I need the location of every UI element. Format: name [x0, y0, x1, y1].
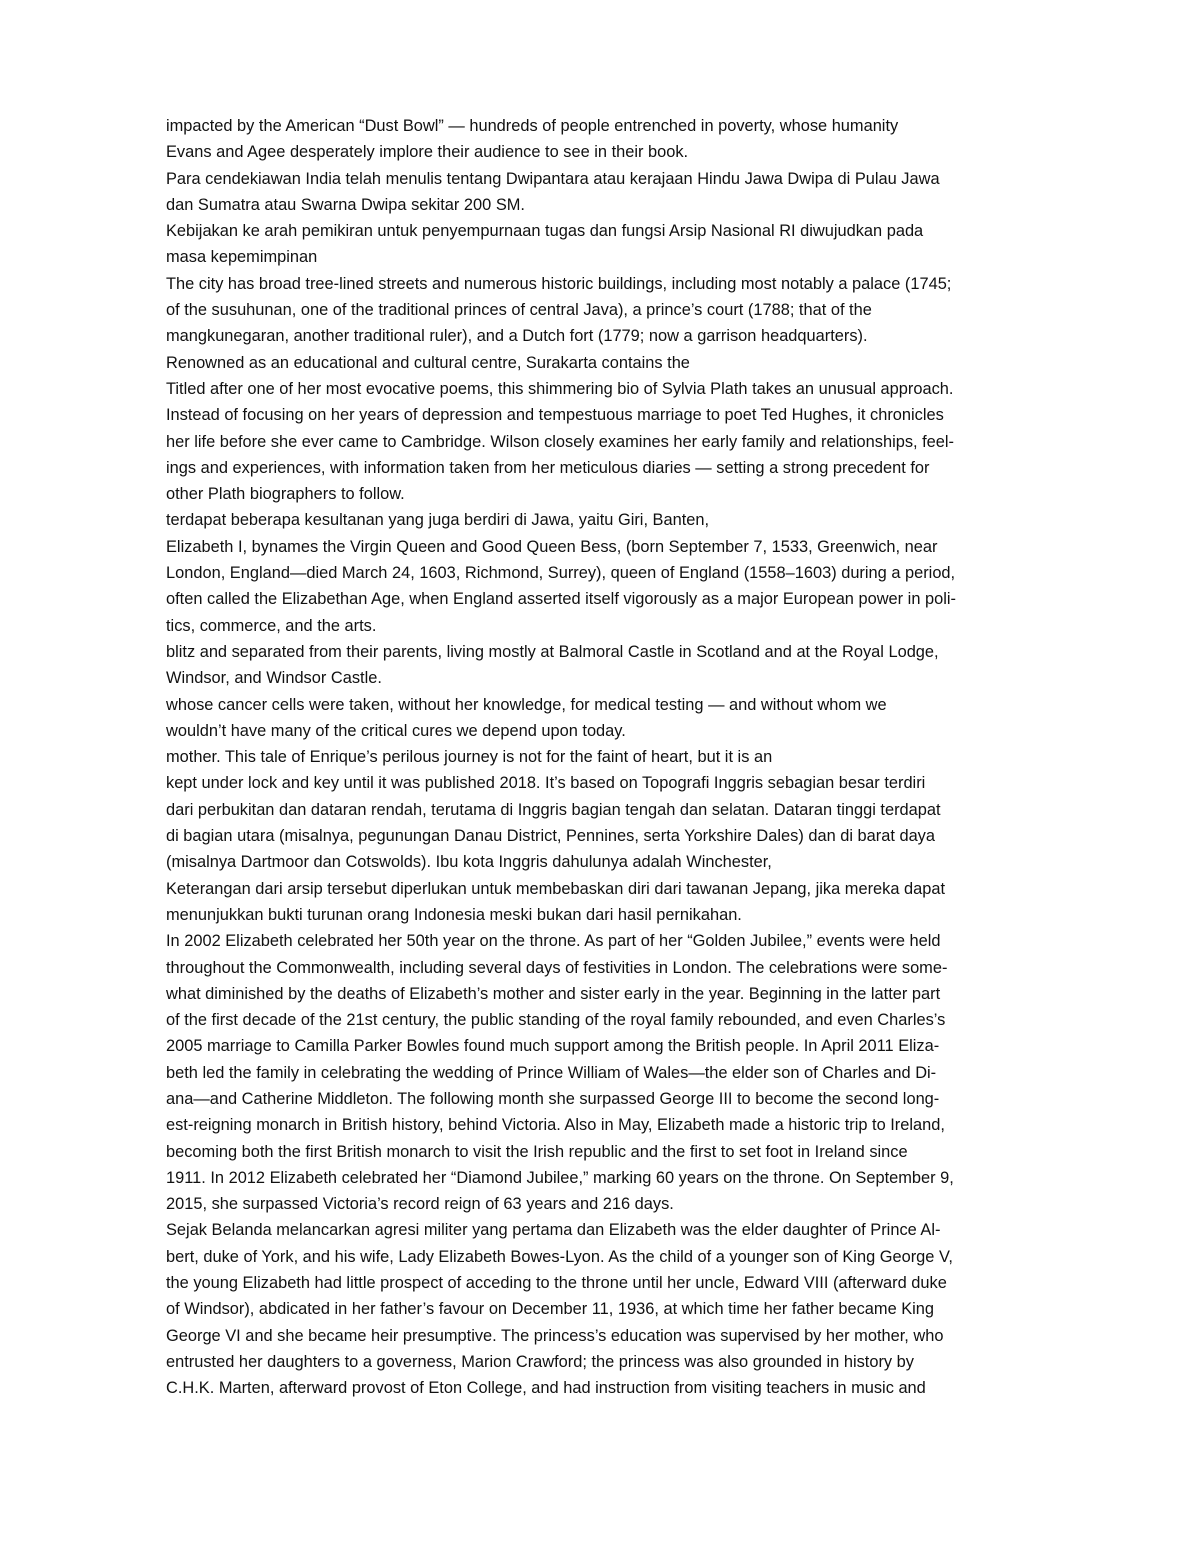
text-line: entrusted her daughters to a governess, Marion Crawford; the princess was also grounded in history by: [166, 1352, 914, 1371]
text-line: Evans and Agee desperately implore their audience to see in their book.: [166, 143, 689, 162]
text-line: mangkunegaran, another traditional ruler), and a Dutch fort (1779; now a garrison headquarters).: [166, 327, 868, 346]
text-line: her life before she ever came to Cambridge. Wilson closely examines her early family and relationships, feel-: [166, 432, 955, 451]
text-line: est-reigning monarch in British history, behind Victoria. Also in May, Elizabeth made a historic trip to Ireland,: [166, 1116, 945, 1135]
text-line: Sejak Belanda melancarkan agresi militer yang pertama dan Elizabeth was the elder daughter of Prince Al-: [166, 1221, 941, 1240]
text-line: di bagian utara (misalnya, pegunungan Danau District, Pennines, serta Yorkshire Dales) dan di barat daya: [166, 827, 935, 846]
text-line: kept under lock and key until it was published 2018. It’s based on Topografi Inggris sebagian besar terdiri: [166, 774, 926, 793]
text-line: Para cendekiawan India telah menulis tentang Dwipantara atau kerajaan Hindu Jawa Dwipa di Pulau Jawa: [166, 169, 940, 188]
text-line: ings and experiences, with information taken from her meticulous diaries — setting a strong precedent for: [166, 458, 930, 477]
text-line: dan Sumatra atau Swarna Dwipa sekitar 200 SM.: [166, 195, 525, 214]
text-line: Kebijakan ke arah pemikiran untuk penyempurnaan tugas dan fungsi Arsip Nasional RI diwujudkan pada: [166, 222, 924, 241]
text-line: masa kepemimpinan: [166, 248, 318, 267]
text-line: bert, duke of York, and his wife, Lady Elizabeth Bowes-Lyon. As the child of a younger son of King George V,: [166, 1247, 953, 1266]
text-line: tics, commerce, and the arts.: [166, 616, 377, 635]
text-line: wouldn’t have many of the critical cures we depend upon today.: [166, 721, 626, 740]
text-line: George VI and she became heir presumptive. The princess’s education was supervised by her mother, who: [166, 1326, 944, 1345]
text-line: mother. This tale of Enrique’s perilous journey is not for the faint of heart, but it is an: [166, 748, 773, 767]
text-line: London, England—died March 24, 1603, Richmond, Surrey), queen of England (1558–1603) during a period,: [166, 564, 956, 583]
text-line: 2005 marriage to Camilla Parker Bowles found much support among the British people. In April 2011 Eliza-: [166, 1037, 940, 1056]
text-line: Elizabeth I, bynames the Virgin Queen and Good Queen Bess, (born September 7, 1533, Greenwich, near: [166, 537, 938, 556]
text-line: whose cancer cells were taken, without her knowledge, for medical testing — and without whom we: [166, 695, 887, 714]
text-line: C.H.K. Marten, afterward provost of Eton College, and had instruction from visiting teachers in music and: [166, 1379, 926, 1398]
text-line: terdapat beberapa kesultanan yang juga berdiri di Jawa, yaitu Giri, Banten,: [166, 511, 710, 530]
text-line: becoming both the first British monarch to visit the Irish republic and the first to set foot in Ireland since: [166, 1142, 908, 1161]
text-line: Instead of focusing on her years of depression and tempestuous marriage to poet Ted Hughes, it chronicles: [166, 406, 944, 425]
text-line: Renowned as an educational and cultural centre, Surakarta contains the: [166, 353, 690, 372]
text-line: 2015, she surpassed Victoria’s record reign of 63 years and 216 days.: [166, 1195, 674, 1214]
text-line: what diminished by the deaths of Elizabeth’s mother and sister early in the year. Beginning in the latter part: [166, 984, 941, 1003]
text-line: throughout the Commonwealth, including several days of festivities in London. The celebrations were some-: [166, 958, 948, 977]
text-line: Windsor, and Windsor Castle.: [166, 669, 382, 688]
text-line: often called the Elizabethan Age, when England asserted itself vigorously as a major European power in poli-: [166, 590, 956, 609]
text-line: of the susuhunan, one of the traditional princes of central Java), a prince’s court (1788; that of the: [166, 301, 872, 320]
text-line: of the first decade of the 21st century, the public standing of the royal family rebounded, and even Charles’s: [166, 1011, 946, 1030]
text-line: The city has broad tree-lined streets and numerous historic buildings, including most notably a palace (1745;: [166, 274, 952, 293]
text-line: Titled after one of her most evocative poems, this shimmering bio of Sylvia Plath takes an unusual approach.: [166, 379, 954, 398]
text-line: (misalnya Dartmoor dan Cotswolds). Ibu kota Inggris dahulunya adalah Winchester,: [166, 853, 772, 872]
text-line: other Plath biographers to follow.: [166, 485, 405, 504]
body-text: [166, 113, 1126, 1402]
text-line: menunjukkan bukti turunan orang Indonesia meski bukan dari hasil pernikahan.: [166, 905, 742, 924]
text-line: impacted by the American “Dust Bowl” — hundreds of people entrenched in poverty, whose humanity: [166, 117, 899, 135]
text-line: dari perbukitan dan dataran rendah, terutama di Inggris bagian tengah dan selatan. Dataran tinggi terdapat: [166, 800, 941, 819]
text-line: ana—and Catherine Middleton. The following month she surpassed George III to become the second long-: [166, 1089, 940, 1108]
text-line: Keterangan dari arsip tersebut diperlukan untuk membebaskan diri dari tawanan Jepang, jika mereka dapat: [166, 879, 946, 898]
text-line: In 2002 Elizabeth celebrated her 50th year on the throne. As part of her “Golden Jubilee,” events were held: [166, 932, 941, 951]
text-line: blitz and separated from their parents, living mostly at Balmoral Castle in Scotland and at the Royal Lodge,: [166, 642, 939, 661]
text-line: of Windsor), abdicated in her father’s favour on December 11, 1936, at which time her father became King: [166, 1300, 935, 1319]
text-line: the young Elizabeth had little prospect of acceding to the throne until her uncle, Edward VIII (afterward duke: [166, 1274, 947, 1293]
text-line: beth led the family in celebrating the wedding of Prince William of Wales—the elder son of Charles and Di-: [166, 1063, 937, 1082]
text-line: 1911. In 2012 Elizabeth celebrated her “Diamond Jubilee,” marking 60 years on the throne. On September 9,: [166, 1168, 954, 1187]
